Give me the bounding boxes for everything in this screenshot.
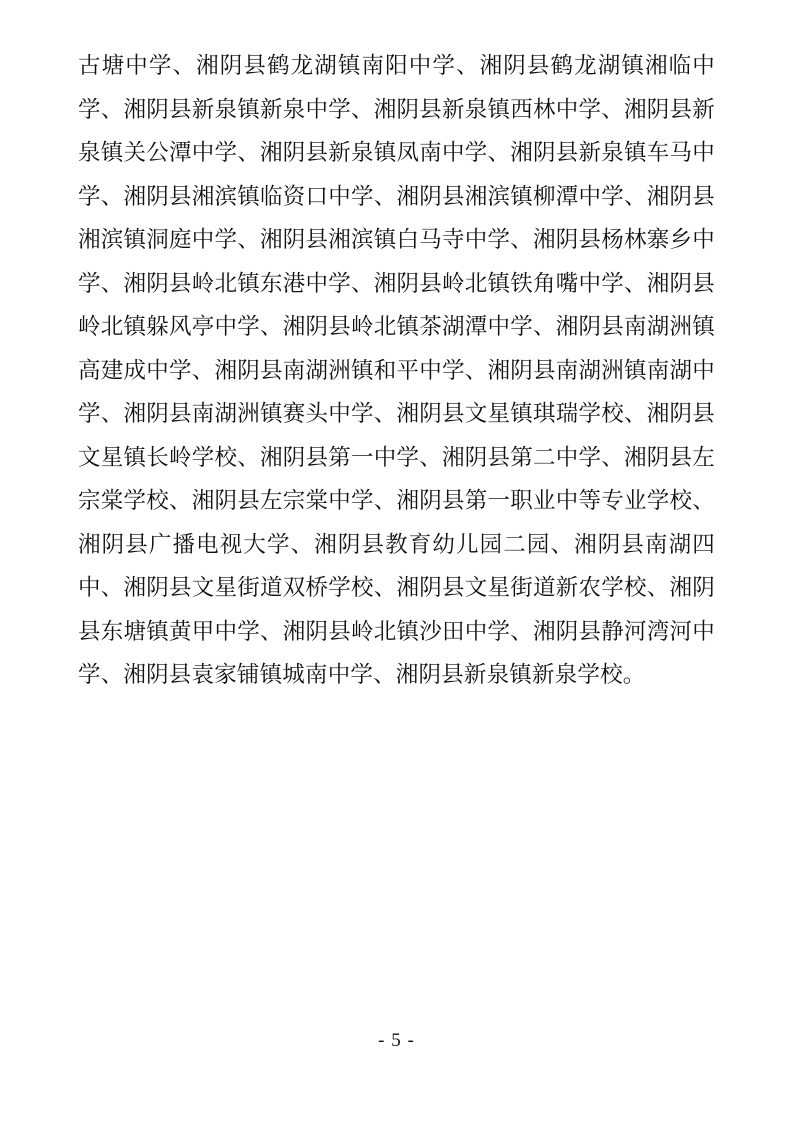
body-paragraph: 古塘中学、湘阴县鹤龙湖镇南阳中学、湘阴县鹤龙湖镇湘临中学、湘阴县新泉镇新泉中学、湘阴县新泉镇西林中学、湘阴县新泉镇关公潭中学、湘阴县新泉镇凤南中学、湘阴县新泉镇车马中学、湘阴县湘滨镇临资口中学、湘阴县湘滨镇柳潭中学、湘阴县湘滨镇洞庭中学、湘阴县湘滨镇白马寺中学、湘阴县杨林寨乡中学、湘阴县岭北镇东港中学、湘阴县岭北镇铁角嘴中学、湘阴县岭北镇躲风亭中学、湘阴县岭北镇茶湖潭中学、湘阴县南湖洲镇高建成中学、湘阴县南湖洲镇和平中学、湘阴县南湖洲镇南湖中学、湘阴县南湖洲镇赛头中学、湘阴县文星镇琪瑞学校、湘阴县文星镇长岭学校、湘阴县第一中学、湘阴县第二中学、湘阴县左宗棠学校、湘阴县左宗棠中学、湘阴县第一职业中等专业学校、湘阴县广播电视大学、湘阴县教育幼儿园二园、湘阴县南湖四中、湘阴县文星街道双桥学校、湘阴县文星街道新农学校、湘阴县东塘镇黄甲中学、湘阴县岭北镇沙田中学、湘阴县静河湾河中学、湘阴县袁家铺镇城南中学、湘阴县新泉镇新泉学校。 xyxy=(78,53,715,687)
page-number: - 5 - xyxy=(378,1030,415,1051)
